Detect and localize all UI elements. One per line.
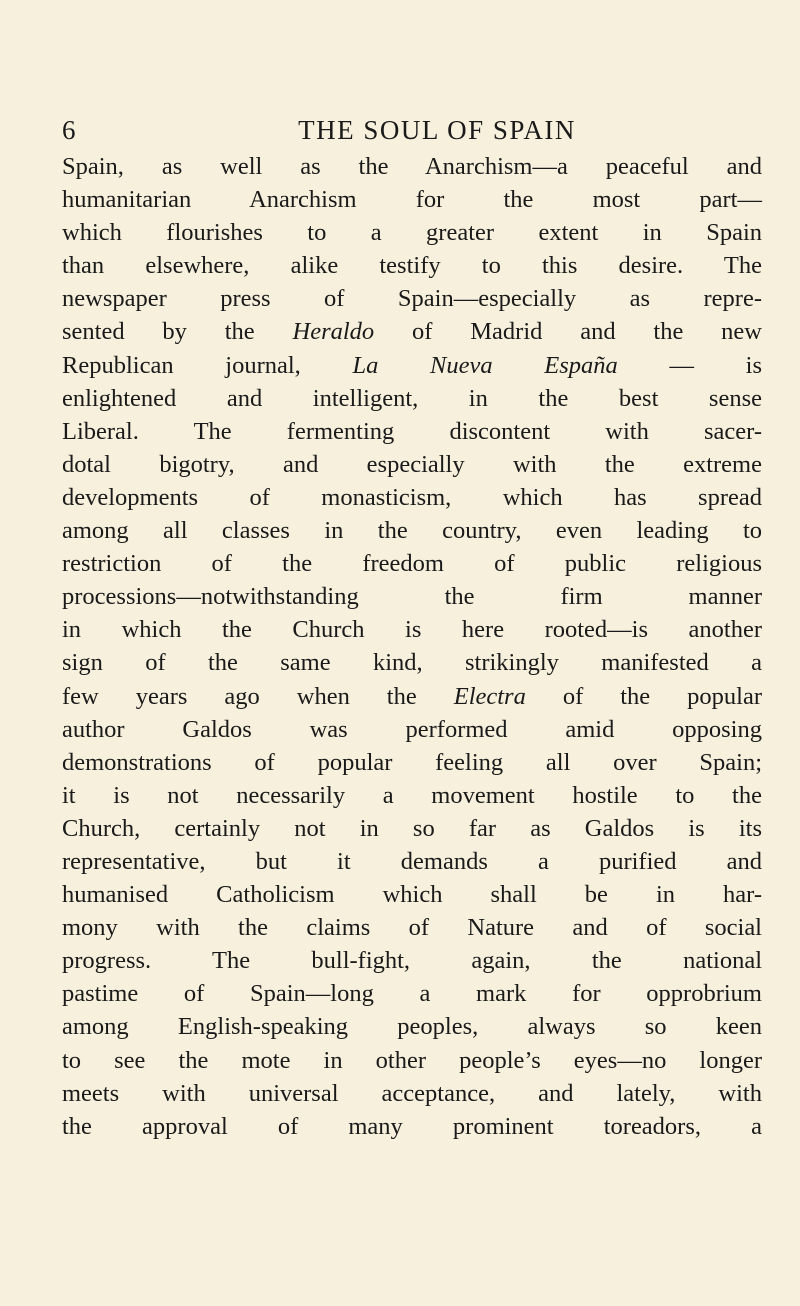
text-line	[62, 779, 762, 812]
body-text	[62, 150, 762, 1143]
text-line	[62, 1110, 762, 1143]
running-title: THE SOUL OF SPAIN	[298, 115, 576, 145]
text-line	[62, 680, 762, 713]
text-segment: humanised Catholicism which shall be in har-	[62, 881, 762, 909]
text-segment: pastime of Spain—long a mark for opprobrium	[62, 980, 762, 1008]
text-segment: among English-speaking peoples, always so keen	[62, 1013, 762, 1041]
text-line	[62, 1044, 762, 1077]
text-segment: than elsewhere, alike testify to this desire. The	[62, 252, 762, 280]
italic-title: La Nueva España	[352, 351, 618, 379]
running-head	[62, 112, 762, 148]
text-line	[62, 944, 762, 977]
text-line	[62, 183, 762, 216]
text-line	[62, 349, 762, 382]
text-segment: which flourishes to a greater extent in Spain	[62, 219, 762, 247]
text-line	[62, 547, 762, 580]
italic-title: Electra	[453, 682, 526, 710]
text-segment: developments of monasticism, which has spread	[62, 483, 762, 511]
text-line	[62, 282, 762, 315]
text-line	[62, 878, 762, 911]
text-segment: to see the mote in other people’s eyes—no longer	[62, 1046, 762, 1074]
text-segment: Spain, as well as the Anarchism—a peaceful and	[62, 153, 762, 180]
text-segment: of Madrid and the new	[374, 318, 762, 346]
text-segment: in which the Church is here rooted—is another	[62, 616, 762, 644]
text-line	[62, 150, 762, 183]
text-line	[62, 845, 762, 878]
text-line	[62, 713, 762, 746]
text-line	[62, 613, 762, 646]
text-segment: processions—notwithstanding the firm manner	[62, 583, 762, 611]
text-line	[62, 1010, 762, 1043]
text-segment: dotal bigotry, and especially with the extreme	[62, 450, 762, 478]
text-line	[62, 448, 762, 481]
page-number: 6	[62, 115, 76, 145]
italic-title: Heraldo	[292, 318, 375, 346]
text-segment: restriction of the freedom of public religious	[62, 550, 762, 578]
text-segment: representative, but it demands a purified and	[62, 847, 762, 875]
text-line	[62, 1077, 762, 1110]
text-line	[62, 911, 762, 944]
text-segment: demonstrations of popular feeling all over Spain;	[62, 748, 762, 776]
text-line	[62, 746, 762, 779]
text-line	[62, 812, 762, 845]
text-line	[62, 514, 762, 547]
text-segment: author Galdos was performed amid opposing	[62, 715, 762, 743]
text-segment: meets with universal acceptance, and lately, with	[62, 1079, 762, 1107]
text-segment: sign of the same kind, strikingly manifested a	[62, 649, 762, 677]
text-line	[62, 977, 762, 1010]
text-segment: humanitarian Anarchism for the most part—	[62, 186, 762, 214]
text-segment: the approval of many prominent toreadors, a	[62, 1112, 762, 1140]
text-line	[62, 315, 762, 348]
text-segment: Republican journal,	[62, 351, 353, 379]
text-segment: it is not necessarily a movement hostile to the	[62, 781, 762, 809]
text-segment: newspaper press of Spain—especially as repre-	[62, 285, 762, 313]
text-line	[62, 646, 762, 679]
text-segment: progress. The bull-fight, again, the national	[62, 947, 762, 975]
text-segment: few years ago when the	[62, 682, 454, 710]
text-line	[62, 481, 762, 514]
text-line	[62, 415, 762, 448]
text-segment: Church, certainly not in so far as Galdos is its	[62, 814, 762, 842]
text-line	[62, 382, 762, 415]
text-line	[62, 249, 762, 282]
text-segment: Liberal. The fermenting discontent with sacer-	[62, 417, 762, 445]
text-segment: enlightened and intelligent, in the best sense	[62, 384, 762, 412]
text-segment: sented by the	[62, 318, 293, 346]
text-segment: mony with the claims of Nature and of social	[62, 914, 762, 942]
text-segment: among all classes in the country, even leading to	[62, 517, 762, 545]
text-segment: of the popular	[525, 682, 762, 710]
text-line	[62, 580, 762, 613]
text-segment: — is	[617, 351, 762, 379]
text-line	[62, 216, 762, 249]
